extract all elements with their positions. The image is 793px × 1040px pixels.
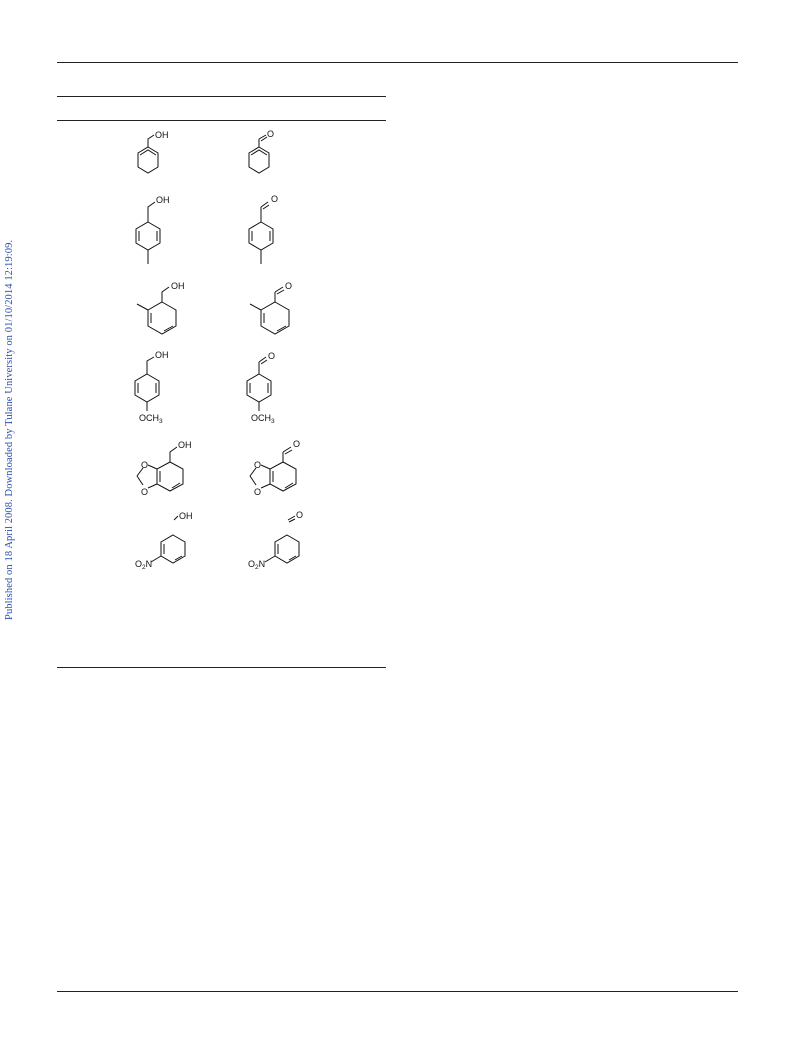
svg-text:O2N: [135, 559, 152, 571]
nitro-o-label: O: [248, 559, 256, 569]
publication-stamp: Published on 18 April 2008. Downloaded by Tulane University on 01/10/2014 12:19:09.: [4, 239, 15, 620]
benzodioxole-carbaldehyde: [250, 439, 300, 497]
svg-text:OCH3: [251, 413, 275, 425]
benzaldehyde: [249, 129, 274, 173]
svg-text:O: O: [141, 487, 149, 497]
subscript-3: 3: [159, 418, 163, 425]
nitro-n-label: N: [145, 559, 153, 569]
subscript-3: 3: [271, 418, 275, 425]
svg-text:OH: OH: [171, 281, 185, 291]
svg-text:O: O: [141, 460, 149, 470]
svg-text:O: O: [293, 439, 301, 449]
3-nitrobenzyl-alcohol: [135, 511, 193, 571]
svg-text:OH: OH: [178, 440, 192, 450]
4-methoxybenzyl-alcohol: [135, 350, 169, 425]
3-nitrobenzaldehyde: [248, 510, 303, 571]
4-methylbenzyl-alcohol: [136, 195, 170, 264]
svg-text:O: O: [267, 129, 275, 139]
och3-label: OCH: [251, 413, 271, 423]
svg-text:O2N: [248, 559, 265, 571]
svg-text:O: O: [285, 281, 293, 291]
svg-text:O: O: [296, 510, 304, 520]
svg-text:O: O: [268, 351, 276, 361]
4-methoxybenzaldehyde: [247, 351, 275, 425]
svg-text:O: O: [271, 194, 279, 204]
och3-label: OCH: [139, 413, 159, 423]
svg-text:O: O: [254, 487, 262, 497]
svg-text:O: O: [254, 460, 262, 470]
2-methylbenzyl-alcohol: [137, 281, 185, 334]
svg-text:OH: OH: [156, 195, 170, 205]
4-methylbenzaldehyde: [249, 194, 278, 264]
svg-text:OH: OH: [155, 350, 169, 360]
svg-text:OH: OH: [155, 130, 169, 140]
subscript-2: 2: [255, 564, 259, 571]
nitro-o-label: O: [135, 559, 143, 569]
svg-text:OCH3: [139, 413, 163, 425]
nitro-n-label: N: [258, 559, 266, 569]
2-methylbenzaldehyde: [250, 281, 292, 334]
subscript-2: 2: [142, 564, 146, 571]
benzodioxole-methanol: [137, 440, 192, 497]
svg-text:OH: OH: [179, 511, 193, 521]
benzyl-alcohol: [138, 130, 169, 173]
